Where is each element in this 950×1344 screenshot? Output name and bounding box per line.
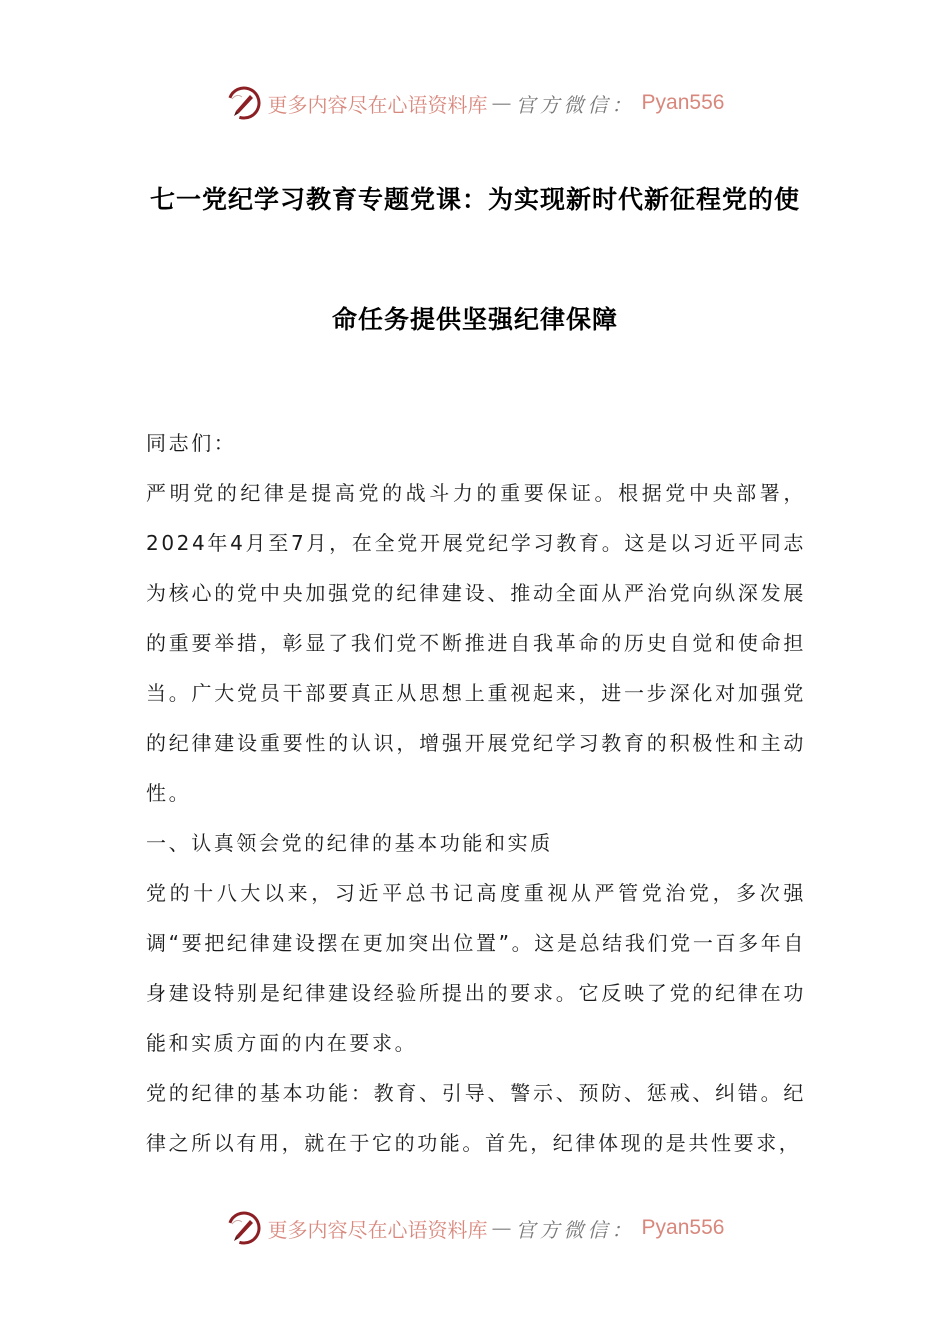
watermark-wechat-label: 官方微信：: [515, 1217, 636, 1242]
watermark-wechat-label: 官方微信：: [515, 92, 636, 117]
watermark-dash: —: [491, 1216, 512, 1240]
footer-watermark: [0, 1208, 950, 1248]
quill-pen-logo-icon: [226, 1210, 262, 1246]
salutation: 同志们：: [146, 431, 237, 455]
watermark-brand-text: 更多内容尽在心语资料库: [267, 92, 488, 117]
watermark-dash: —: [491, 91, 512, 115]
document-body: [146, 418, 806, 1168]
document-title-line-1: 七一党纪学习教育专题党课：为实现新时代新征程党的使: [149, 185, 800, 214]
body-paragraph: 党的十八大以来，习近平总书记高度重视从严管党治党，多次强调“要把纪律建设摆在更加突出位置”。这是总结我们党一百多年自身建设特别是纪律建设经验所提出的要求。它反映了党的纪律在功能和实质方面的内在要求。: [146, 881, 806, 1055]
header-watermark: [0, 83, 950, 123]
watermark-wechat-id: Pyan556: [641, 91, 725, 114]
body-paragraph: 严明党的纪律是提高党的战斗力的重要保证。根据党中央部署，2024年4月至7月，在全党开展党纪学习教育。这是以习近平同志为核心的党中央加强党的纪律建设、推动全面从严治党向纵深发展的重要举措，彰显了我们党不断推进自我革命的历史自觉和使命担当。广大党员干部要真正从思想上重视起来，进一步深化对加强党的纪律建设重要性的认识，增强开展党纪学习教育的积极性和主动性。: [146, 481, 806, 805]
body-paragraph: 党的纪律的基本功能：教育、引导、警示、预防、惩戒、纠错。纪律之所以有用，就在于它的功能。首先，纪律体现的是共性要求，: [146, 1081, 806, 1155]
quill-pen-logo-icon: [226, 85, 262, 121]
watermark-brand-text: 更多内容尽在心语资料库: [267, 1217, 488, 1242]
document-title-line-2: 命任务提供坚强纪律保障: [331, 305, 618, 334]
watermark-wechat-id: Pyan556: [641, 1216, 725, 1239]
section-heading: 一、认真领会党的纪律的基本功能和实质: [146, 831, 553, 855]
